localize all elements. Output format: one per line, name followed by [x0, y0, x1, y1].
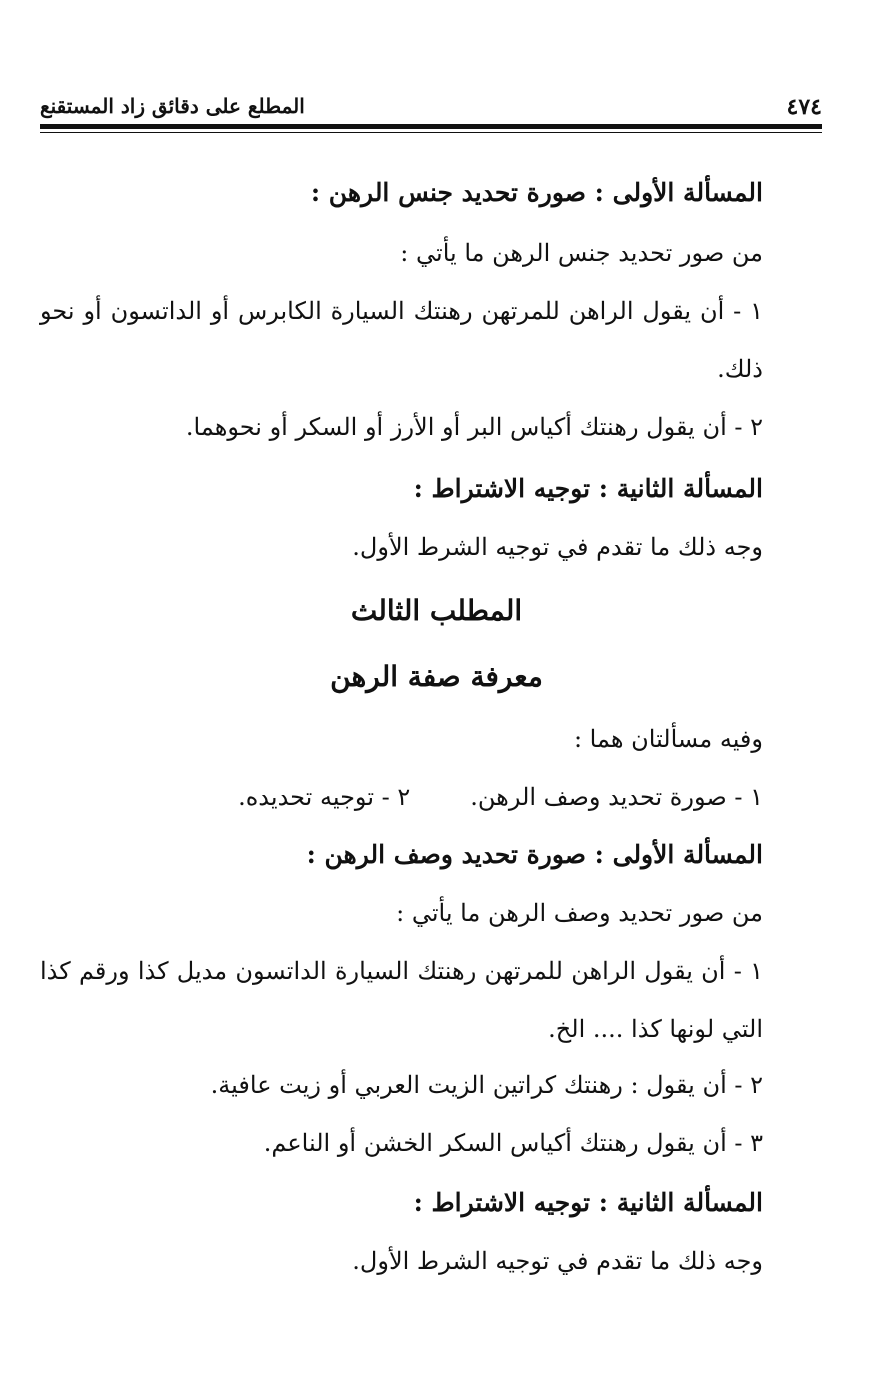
- page-header: [40, 88, 822, 124]
- paragraph-justification-2: وجه ذلك ما تقدم في توجيه الشرط الأول.: [352, 1247, 763, 1275]
- list-item-3-line-1: ١ - أن يقول الراهن للمرتهن رهنتك السيارة الداتسون مديل كذا ورقم كذا: [40, 957, 763, 985]
- list-item-5: ٣ - أن يقول رهنتك أكياس السكر الخشن أو الناعم.: [263, 1129, 763, 1157]
- issues-list-item-2: ٢ - توجيه تحديده.: [238, 783, 411, 811]
- section-title: المطلب الثالث: [350, 594, 523, 627]
- paragraph-justification-1: وجه ذلك ما تقدم في توجيه الشرط الأول.: [352, 533, 763, 561]
- header-rule-thick: [40, 124, 822, 129]
- running-title: المطلع على دقائق زاد المستقنع: [40, 94, 305, 118]
- paragraph-intro-2: وفيه مسألتان هما :: [573, 725, 763, 753]
- paragraph-intro-3: من صور تحديد وصف الرهن ما يأتي :: [396, 899, 763, 927]
- list-item-4: ٢ - أن يقول : رهنتك كراتين الزيت العربي أو زيت عافية.: [210, 1071, 763, 1099]
- header-rule-thin: [40, 132, 822, 133]
- page-number: ٤٧٤: [786, 94, 822, 120]
- issue-heading-3: المسألة الأولى : صورة تحديد وصف الرهن :: [306, 840, 763, 869]
- paragraph-intro-1: من صور تحديد جنس الرهن ما يأتي :: [400, 239, 763, 267]
- list-item-1-line-2: ذلك.: [717, 355, 763, 383]
- issues-list-item-1: ١ - صورة تحديد وصف الرهن.: [470, 783, 763, 811]
- issue-heading-4: المسألة الثانية : توجيه الاشتراط :: [413, 1188, 763, 1217]
- issue-heading-1: المسألة الأولى : صورة تحديد جنس الرهن :: [310, 178, 763, 207]
- issue-heading-2: المسألة الثانية : توجيه الاشتراط :: [413, 474, 763, 503]
- list-item-1-line-1: ١ - أن يقول الراهن للمرتهن رهنتك السيارة الكابرس أو الداتسون أو نحو: [40, 297, 763, 325]
- section-subtitle: معرفة صفة الرهن: [330, 660, 543, 693]
- list-item-3-line-2: التي لونها كذا .... الخ.: [548, 1015, 763, 1043]
- list-item-2: ٢ - أن يقول رهنتك أكياس البر أو الأرز أو السكر أو نحوهما.: [185, 413, 763, 441]
- issues-list: [40, 780, 763, 814]
